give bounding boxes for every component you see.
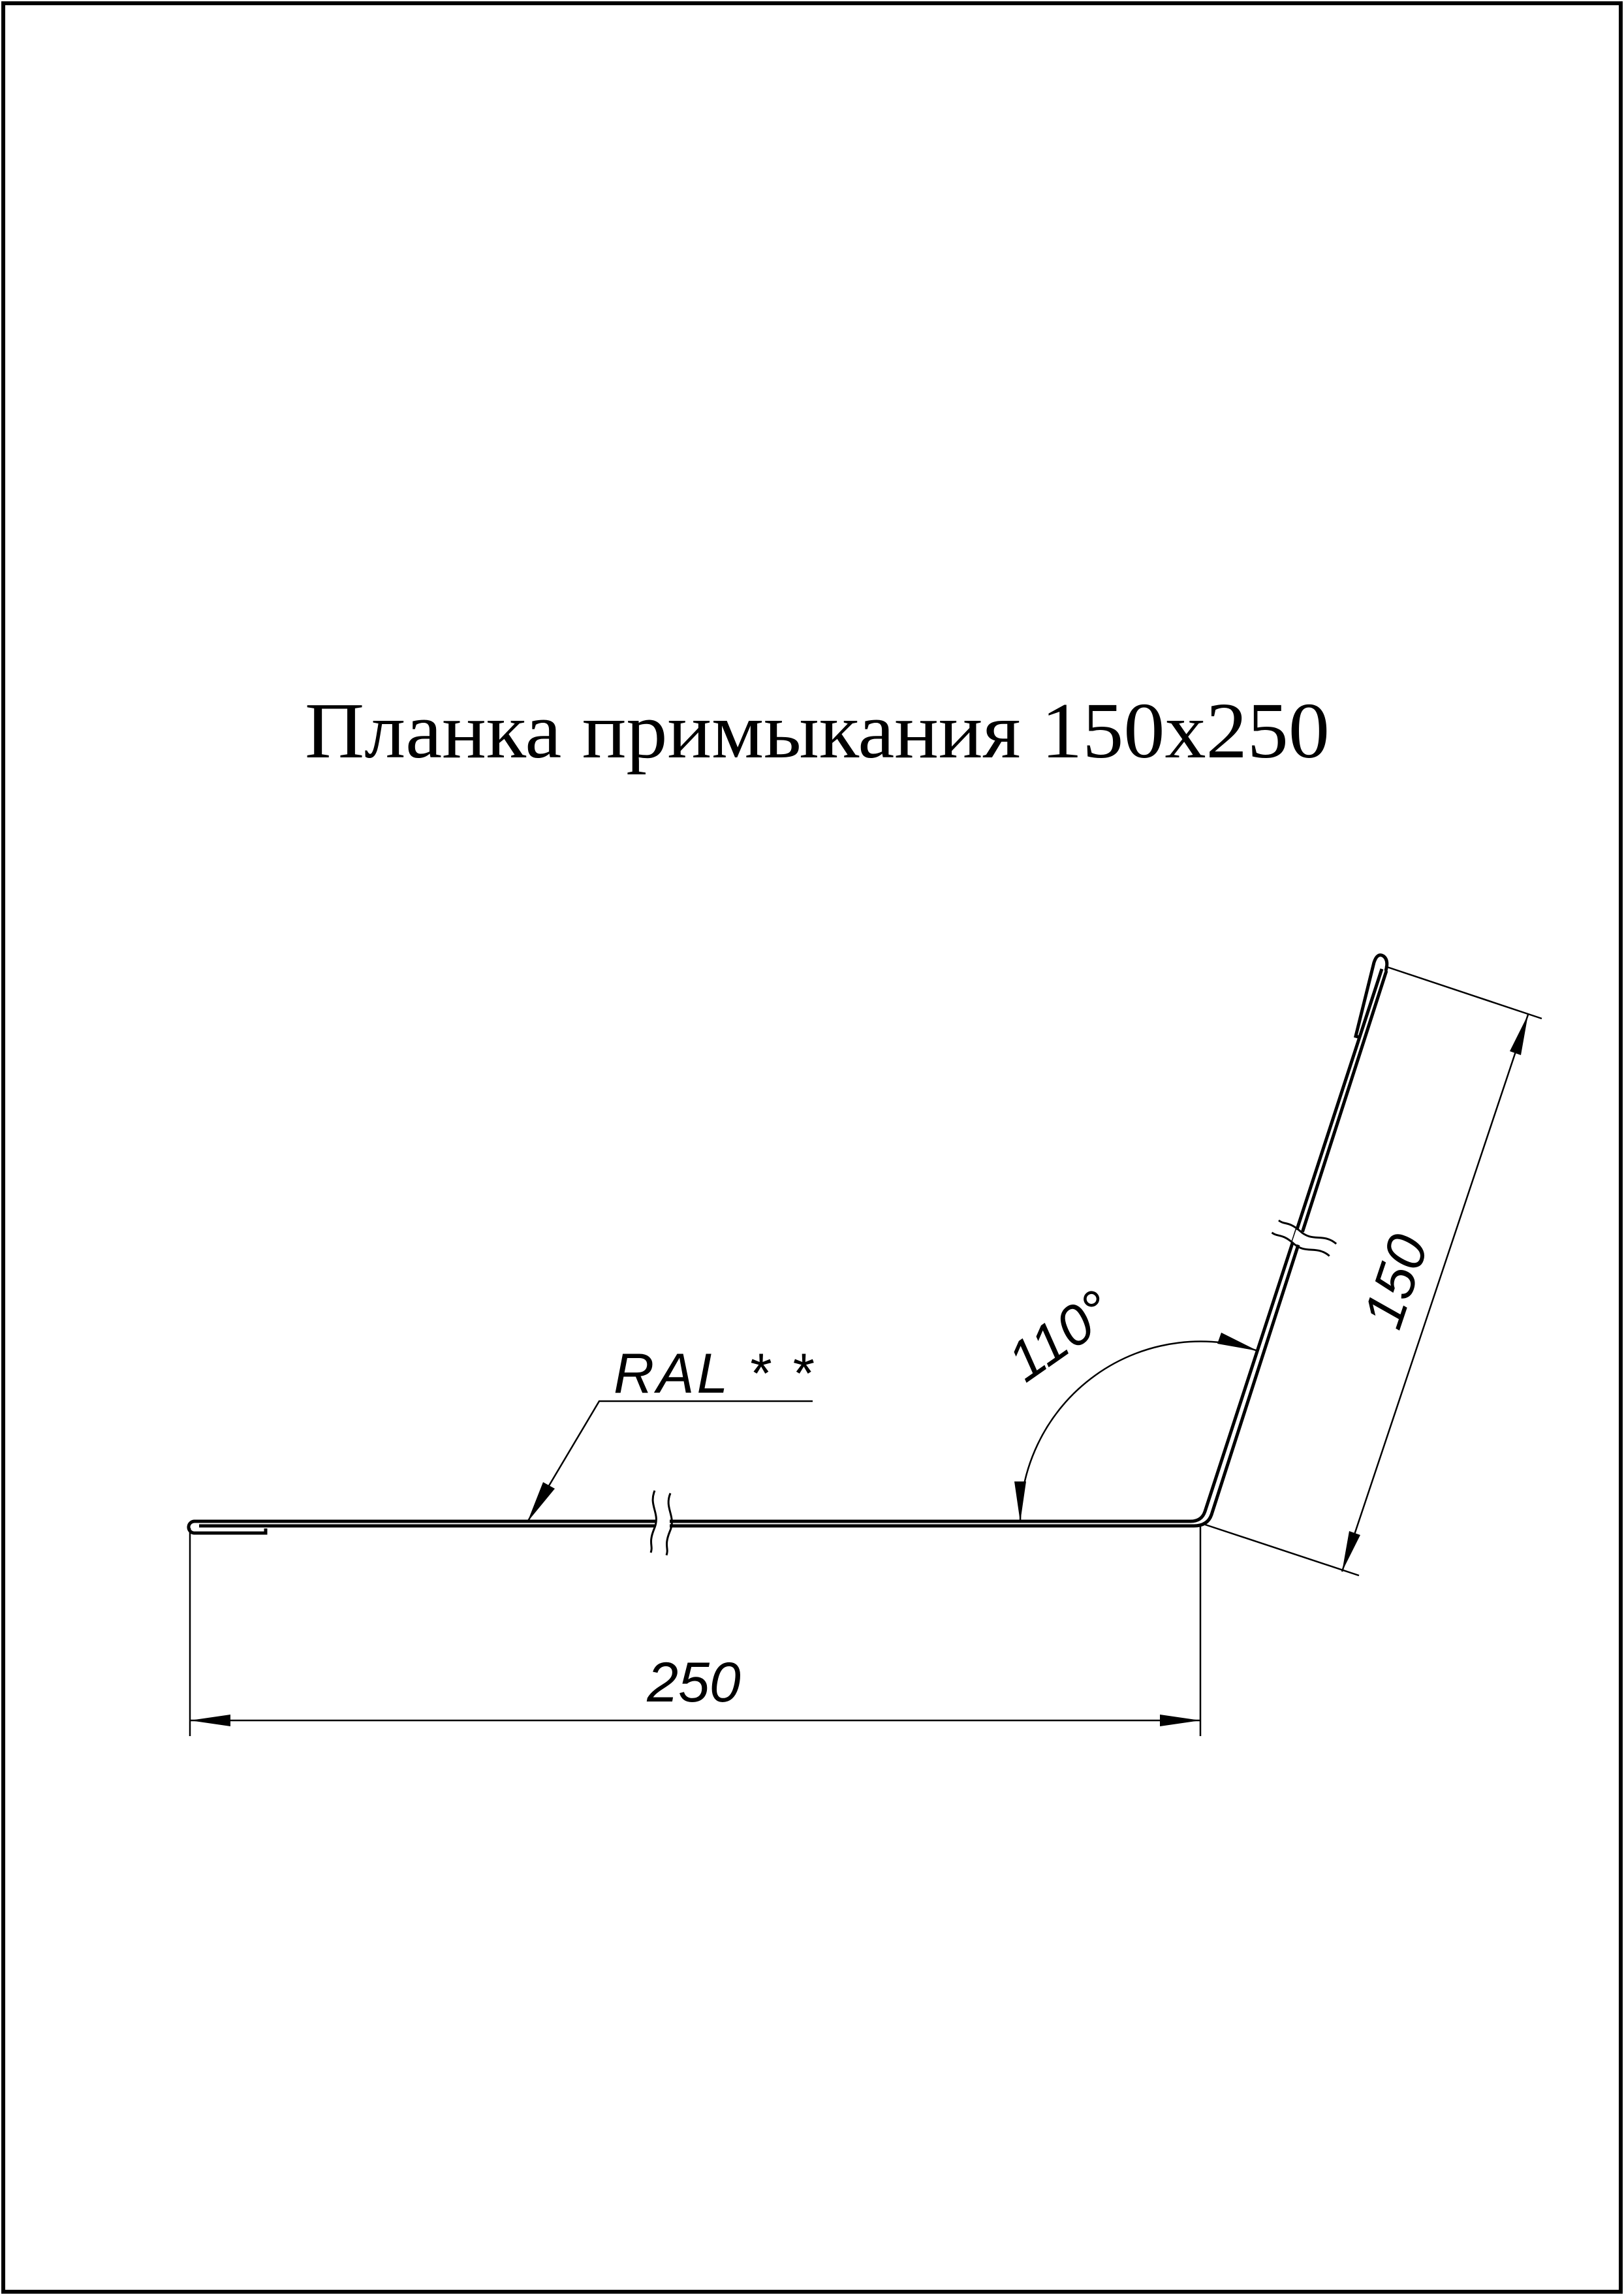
dim250-label: 250 (647, 1651, 741, 1714)
dim250-arrow-left (190, 1715, 230, 1726)
angle-arrow-top (1217, 1333, 1258, 1351)
angle-arrow-bottom (1014, 1481, 1026, 1522)
angle-label: 110° (996, 1278, 1125, 1394)
leader-ral (527, 1342, 815, 1522)
drawing-title: Планка примыкания 150x250 (305, 687, 1330, 775)
profile-outer-line (199, 971, 1386, 1526)
dim150-ext-top (1385, 966, 1542, 1019)
sheet-border (3, 3, 1621, 2292)
coating-label: RAL * * (614, 1342, 815, 1405)
angle-dimension (997, 1278, 1258, 1522)
dim150-ext-bottom (1203, 1524, 1359, 1575)
dim150-arrow-top (1510, 1015, 1528, 1055)
dim250-arrow-right (1160, 1715, 1200, 1726)
leader-line (527, 1401, 813, 1522)
dim150-label: 150 (1351, 1227, 1441, 1337)
metal-profile (189, 955, 1387, 1533)
leader-arrowhead (527, 1482, 555, 1522)
dim150-arrow-bottom (1342, 1531, 1360, 1572)
profile-inner-line (194, 969, 1382, 1521)
break-gap (655, 1515, 670, 1531)
dim-150 (1203, 966, 1542, 1575)
dim-250 (190, 1527, 1200, 1736)
